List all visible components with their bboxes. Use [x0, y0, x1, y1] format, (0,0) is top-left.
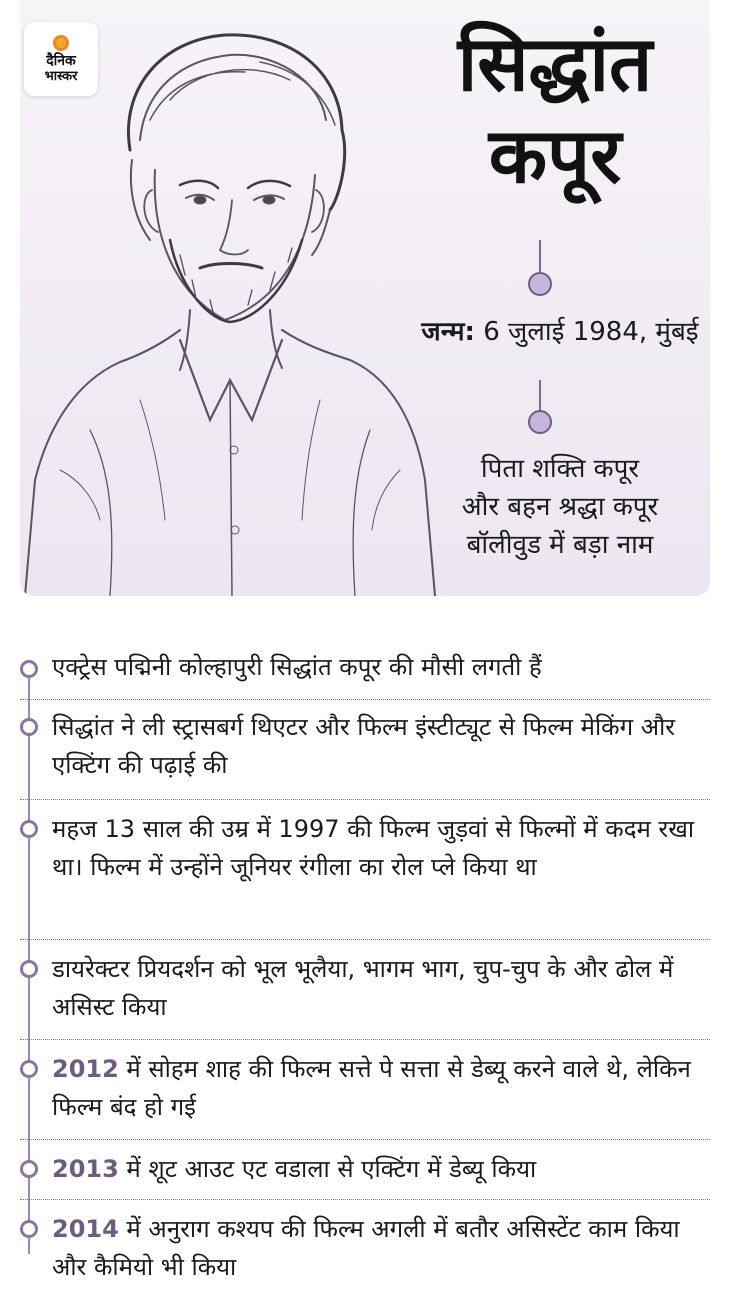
fact-item: [20, 944, 710, 1040]
fact-item: [20, 1204, 710, 1300]
fact-item: [20, 804, 710, 940]
family-line: और बहन श्रद्धा कपूर: [461, 492, 659, 522]
birth-label: जन्म:: [421, 317, 475, 347]
fact-body: में शूट आउट एट वडाला से एक्टिंग में डेब्यू किया: [118, 1155, 537, 1183]
bullet-dot: [20, 660, 38, 678]
fact-body: में सोहम शाह की फिल्म सत्ते पे सत्ता से डेब्यू करने वाले थे, लेकिन फिल्म बंद हो गई: [52, 1055, 691, 1121]
bullet-dot: [20, 820, 38, 838]
fact-year: 2014: [52, 1215, 119, 1243]
family-line: बॉलीवुड में बड़ा नाम: [466, 530, 654, 560]
profile-card: [20, 0, 710, 596]
fact-text: [52, 1150, 710, 1188]
birth-value: 6 जुलाई 1984, मुंबई: [474, 317, 699, 347]
fact-body: महज 13 साल की उम्र में 1997 की फिल्म जुड़वां से फिल्मों में कदम रखा था। फिल्म में उन्होंने जूनियर रंगीला का रोल प्ले किया था: [52, 815, 695, 881]
family-info: [420, 450, 700, 564]
bullet-dot: [20, 1060, 38, 1078]
fact-text: [52, 1050, 710, 1126]
bullet-dot: [20, 718, 38, 736]
timeline-connector: [539, 240, 541, 272]
birth-info: [400, 312, 710, 348]
timeline-dot: [528, 272, 552, 296]
fact-item: [20, 1144, 710, 1200]
person-name: [420, 18, 690, 202]
bullet-dot: [20, 1220, 38, 1238]
fact-item: [20, 1044, 710, 1140]
timeline-connector: [539, 380, 541, 410]
fact-text: [52, 1210, 710, 1286]
fact-text: [52, 950, 710, 1026]
sun-icon: [53, 35, 69, 51]
brand-line2: भास्कर: [44, 68, 78, 84]
fact-item: [20, 646, 710, 700]
fact-body: सिद्धांत ने ली स्ट्रासबर्ग थिएटर और फिल्म इंस्टीट्यूट से फिल्म मेकिंग और एक्टिंग की पढ़ाई की: [52, 713, 676, 779]
fact-text: [52, 708, 710, 784]
bullet-dot: [20, 960, 38, 978]
name-line1: सिद्धांत: [457, 19, 653, 108]
fact-text: [52, 810, 710, 886]
fact-text: [52, 648, 710, 686]
fact-body: डायरेक्टर प्रियदर्शन को भूल भूलैया, भागम भाग, चुप-चुप के और ढोल में असिस्ट किया: [52, 955, 674, 1021]
name-line2: कपूर: [488, 111, 622, 200]
fact-body: एक्ट्रेस पद्मिनी कोल्हापुरी सिद्धांत कपूर की मौसी लगती हैं: [52, 653, 542, 681]
brand-logo: [24, 22, 98, 96]
fact-body: में अनुराग कश्यप की फिल्म अगली में बतौर असिस्टेंट काम किया और कैमियो भी किया: [52, 1215, 680, 1281]
bullet-dot: [20, 1160, 38, 1178]
fact-year: 2012: [52, 1055, 119, 1083]
family-line: पिता शक्ति कपूर: [480, 454, 640, 484]
fact-item: [20, 704, 710, 800]
fact-year: 2013: [52, 1155, 119, 1183]
timeline-dot: [528, 410, 552, 434]
brand-line1: दैनिक: [46, 52, 76, 69]
